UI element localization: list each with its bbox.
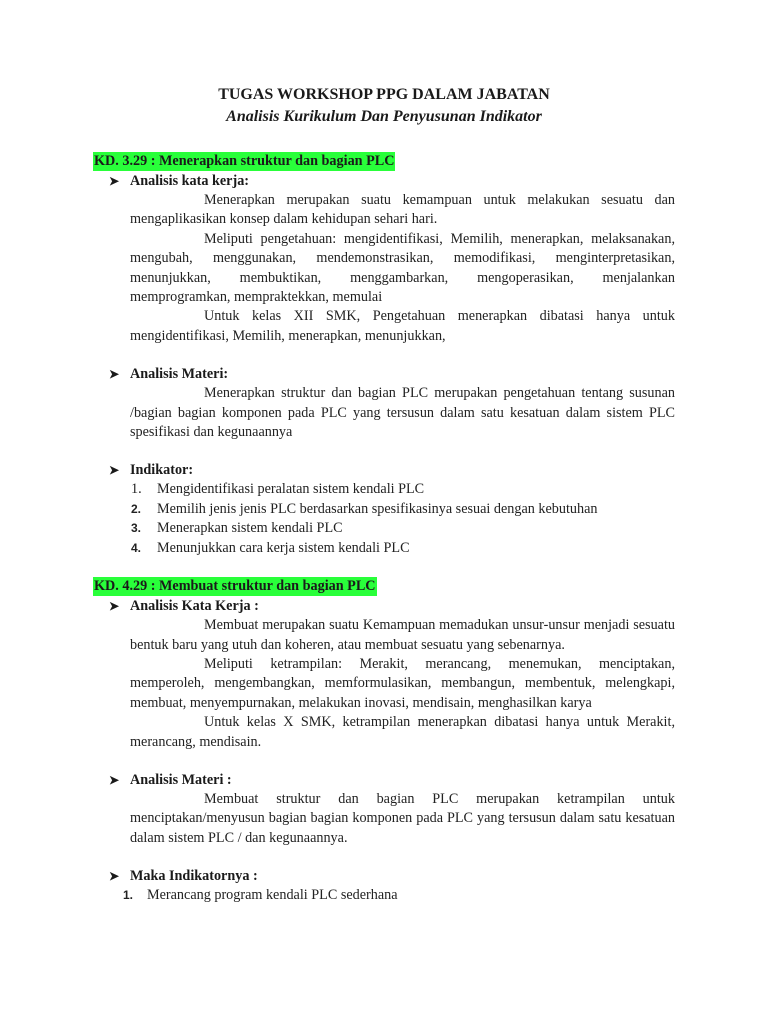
kd2-heading-row: [93, 577, 675, 596]
arrow-bullet-icon: ➤: [109, 869, 120, 884]
kd1-indikator-heading-text: Indikator:: [130, 462, 194, 479]
list-item-number: 1.: [131, 481, 142, 498]
kd2-indikator-heading: [93, 867, 675, 886]
arrow-bullet-icon: ➤: [109, 599, 120, 614]
kd2-kata-kerja-heading: [93, 597, 675, 616]
spacer: [93, 558, 675, 577]
kd2-kata-kerja-body: [130, 616, 675, 752]
list-item-number: 2.: [131, 501, 142, 516]
kd2-kata-kerja-p3: Untuk kelas X SMK, ketrampilan menerapkan dibatasi hanya untuk Merakit, merancang, mendisain.: [130, 714, 675, 750]
kd2-indikator-list: [93, 886, 675, 905]
document-page: [93, 84, 675, 906]
kd1-heading-row: [93, 152, 675, 171]
list-item-number: 1.: [123, 888, 134, 903]
arrow-bullet-icon: ➤: [109, 463, 120, 478]
spacer: [93, 346, 675, 365]
spacer: [93, 752, 675, 771]
kd2-indikator-heading-text: Maka Indikatornya :: [130, 868, 258, 885]
kd1-indikator-list: [93, 480, 675, 558]
arrow-bullet-icon: ➤: [109, 367, 120, 382]
kd1-materi-heading-text: Analisis Materi:: [130, 366, 229, 383]
kd2-materi-heading-text: Analisis Materi :: [130, 771, 232, 788]
spacer: [93, 442, 675, 461]
kd1-heading: KD. 3.29 : Menerapkan struktur dan bagian PLC: [94, 153, 395, 169]
list-item: [93, 500, 675, 519]
kd1-kata-kerja-heading: [93, 172, 675, 191]
list-item: [93, 539, 675, 558]
kd1-kata-kerja-body: [130, 191, 675, 346]
kd1-kata-kerja-heading-text: Analisis kata kerja:: [130, 173, 250, 189]
list-item: [93, 519, 675, 538]
list-item-text: Menunjukkan cara kerja sistem kendali PLC: [157, 539, 410, 556]
kd1-kata-kerja-p2: Meliputi pengetahuan: mengidentifikasi, Memilih, menerapkan, melaksanakan, mengubah, menggunakan, mendemonstrasikan, memodifikasi, menginterpretasikan, menunjukkan, membuktikan, menggambarkan, mengoperasikan, menjalankan memprogramkan, mempraktekkan, memulai: [130, 230, 675, 306]
arrow-bullet-icon: ➤: [109, 174, 120, 188]
list-item-text: Memilih jenis jenis PLC berdasarkan spesifikasinya sesuai dengan kebutuhan: [157, 500, 598, 517]
list-item-number: 3.: [131, 521, 142, 536]
kd2-kata-kerja-p2: Meliputi ketrampilan: Merakit, merancang, menemukan, menciptakan, memperoleh, mengembangkan, memformulasikan, membangun, membentuk, melengkapi, membuat, menyempurnakan, melakukan inovasi, mendisain, menghasilkan karya: [130, 655, 675, 711]
list-item-text: Mengidentifikasi peralatan sistem kendali PLC: [157, 481, 425, 498]
kd1-indikator-heading: [93, 461, 675, 480]
spacer: [93, 848, 675, 867]
kd2-heading: KD. 4.29 : Membuat struktur dan bagian PLC: [94, 578, 376, 595]
kd1-materi-p1: Menerapkan struktur dan bagian PLC merupakan pengetahuan tentang susunan /bagian bagian komponen pada PLC yang tersusun dalam satu kesatuan dalam sistem PLC spesifikasi dan kegunaannya: [130, 385, 675, 441]
kd1-materi-heading: [93, 365, 675, 384]
list-item: [93, 886, 675, 905]
list-item: [93, 480, 675, 499]
list-item-text: Merancang program kendali PLC sederhana: [147, 887, 398, 904]
kd2-kata-kerja-p1: Membuat merupakan suatu Kemampuan memadukan unsur-unsur menjadi sesuatu bentuk baru yang utuh dan koheren, atau membuat sesuatu yang sebenarnya.: [130, 617, 675, 653]
list-item-text: Menerapkan sistem kendali PLC: [157, 520, 343, 537]
kd2-kata-kerja-heading-text: Analisis Kata Kerja :: [130, 598, 259, 615]
kd2-materi-body: [130, 790, 675, 848]
kd1-kata-kerja-p3: Untuk kelas XII SMK, Pengetahuan menerapkan dibatasi hanya untuk mengidentifikasi, Memilih, menerapkan, menunjukkan,: [130, 308, 675, 344]
list-item-number: 4.: [131, 540, 142, 555]
kd1-materi-body: [130, 384, 675, 442]
document-title: TUGAS WORKSHOP PPG DALAM JABATAN: [218, 86, 550, 103]
kd2-materi-heading: [93, 771, 675, 790]
kd1-kata-kerja-p1: Menerapkan merupakan suatu kemampuan untuk melakukan sesuatu dan mengaplikasikan konsep dalam kehidupan sehari hari.: [130, 192, 675, 228]
document-subtitle: Analisis Kurikulum Dan Penyusunan Indikator: [226, 108, 542, 125]
arrow-bullet-icon: ➤: [109, 772, 120, 787]
kd2-materi-p1: Membuat struktur dan bagian PLC merupakan ketrampilan untuk menciptakan/menyusun bagian bagian komponen pada PLC yang tersusun dalam satu kesatuan dalam sistem PLC / dan kegunaannya.: [130, 790, 675, 846]
